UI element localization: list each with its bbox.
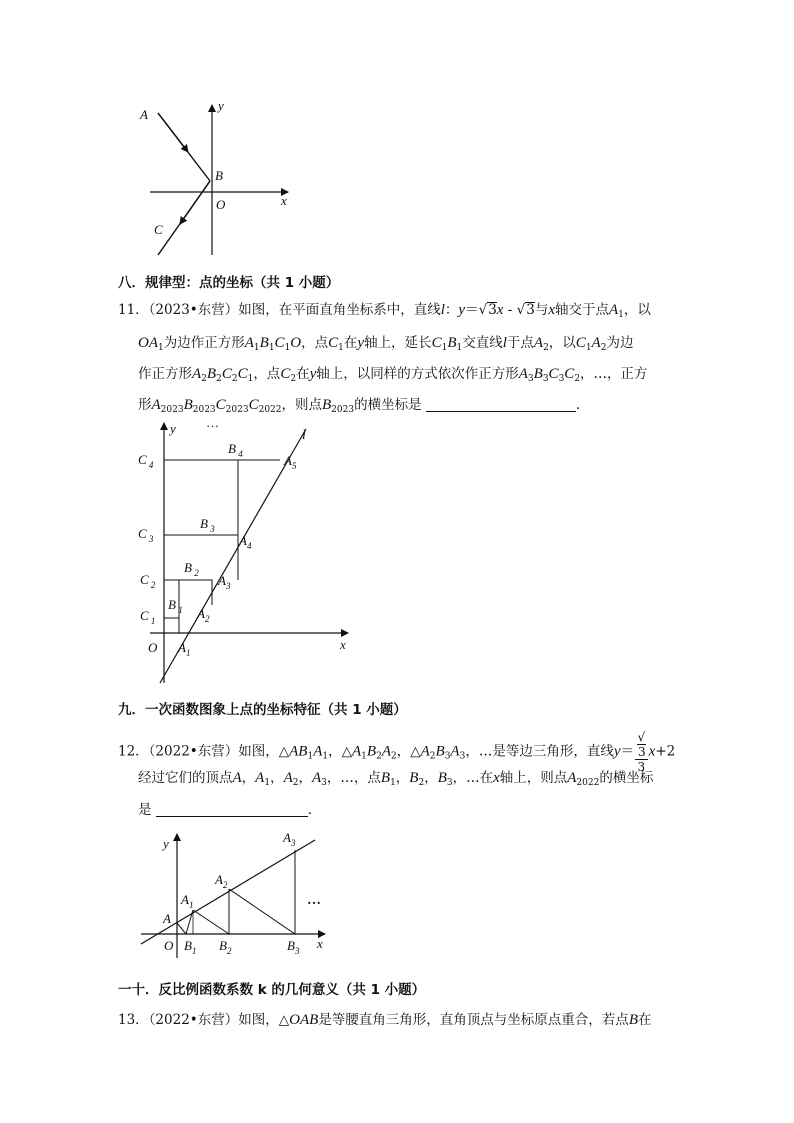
label-c3: C $_3$ <box>138 526 154 544</box>
label-b: B <box>215 168 223 183</box>
label-a5: $A_5$ <box>284 453 297 471</box>
ray-a-arrow <box>158 113 188 152</box>
q11-line-4: 形$A_{2023}B_{2023}C_{2023}C_{2022}$，则点$B_{2023}$的横坐标是 ． <box>138 397 590 415</box>
label-o: O <box>216 197 226 212</box>
square-3 <box>164 535 238 580</box>
label-b3: $B_3$ <box>287 938 300 956</box>
label-dots: … <box>206 415 219 430</box>
figure-squares <box>130 415 360 690</box>
label-c: C <box>154 222 163 237</box>
label-c4: C $_4$ <box>138 452 154 470</box>
label-x: x <box>281 193 287 208</box>
label-a1: $A_1$ <box>181 892 194 910</box>
label-b3: B $_3$ <box>200 516 215 534</box>
label-b2: $B_2$ <box>219 938 232 956</box>
label-y: y <box>170 421 176 436</box>
label-c1: C $_1$ <box>140 608 156 626</box>
label-o: O <box>148 640 158 655</box>
q12-line-2: 经过它们的顶点A，$A_1$，$A_2$，$A_3$，…，点$B_1$，$B_2$，$B_3$，…在x轴上，则点$A_{2022}$的横坐标 <box>138 770 654 788</box>
label-y: y <box>163 836 169 851</box>
label-a3: $A_3$ <box>218 573 231 591</box>
triangle-1 <box>177 910 193 934</box>
label-a1: $A_1$ <box>178 640 191 658</box>
label-a3: $A_3$ <box>283 830 296 848</box>
q12-line-3: 是 ． <box>138 802 322 818</box>
section-heading-8: 八．规律型：点的坐标（共 1 小题） <box>118 275 340 291</box>
label-c2: C $_2$ <box>140 572 156 590</box>
q11-line-1: 11．（2023•东营）如图，在平面直角坐标系中，直线l：y＝√3x - √3与x轴交于点$A_1$，以 <box>118 302 651 320</box>
triangle-3 <box>229 850 295 934</box>
label-a: A <box>163 911 171 926</box>
answer-blank-q12[interactable] <box>156 802 308 817</box>
label-dots: … <box>307 893 321 908</box>
label-b2: B $_2$ <box>184 560 199 578</box>
figure-reflection <box>130 95 310 265</box>
triangle-2 <box>193 889 229 934</box>
label-o: O <box>164 938 174 953</box>
line-y-sqrt3-over-3-x-plus-2 <box>141 840 315 944</box>
square-1 <box>164 618 179 633</box>
figure-triangles <box>135 826 345 961</box>
section-heading-10: 一十．反比例函数系数 k 的几何意义（共 1 小题） <box>118 982 426 998</box>
ray-c-arrow <box>180 181 210 224</box>
q12-line-1: 12．（2022•东营）如图，$\triangle AB_1A_1$，$\triangle A_1B_2A_2$，$\triangle A_2B_3A_3$，…是等边三角形，直线y＝ √ 3 3 x+2 <box>118 730 676 774</box>
label-x: x <box>317 936 323 951</box>
label-a2: $A_2$ <box>215 872 228 890</box>
label-a: A <box>140 107 148 122</box>
section-heading-9: 九．一次函数图象上点的坐标特征（共 1 小题） <box>118 702 407 718</box>
q11-line-2: $OA_1$为边作正方形$A_1B_1C_1O$，点$C_1$在y轴上，延长$C_1B_1$交直线l于点$A_2$，以$C_1A_2$为边 <box>138 335 634 353</box>
label-y: y <box>218 98 224 113</box>
label-x: x <box>340 637 346 652</box>
label-b1: B $_1$ <box>168 597 183 615</box>
label-a4: $A_4$ <box>239 533 252 551</box>
label-b1: $B_1$ <box>184 938 197 956</box>
q11-line-3: 作正方形$A_2B_2C_2C_1$，点$C_2$在y轴上，以同样的方式依次作正方形$A_3B_3C_3C_2$，…，正方 <box>138 366 648 384</box>
answer-blank-q11[interactable] <box>426 397 576 412</box>
label-a2: $A_2$ <box>197 606 210 624</box>
q13-line-1: 13．（2022•东营）如图，△OAB是等腰直角三角形，直角顶点与坐标原点重合，若点B在 <box>118 1012 652 1028</box>
label-l: l <box>302 428 306 443</box>
label-b4: B $_4$ <box>228 441 243 459</box>
